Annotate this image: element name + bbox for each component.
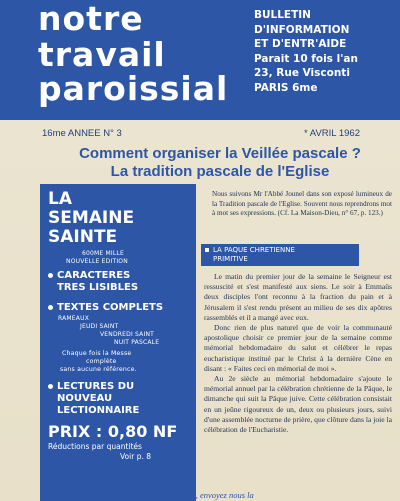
bulletin-line: PARIS 6me (254, 81, 318, 94)
article-intro: Nous suivons Mr l'Abbé Jounel dans son exposé lumineux de la Tradition pascale de l'Eglise. Souvent nous reprendrons mot à mot ses expressions. (Cf. La Maison-Dieu, n° 67, p. 123.) (212, 190, 392, 217)
price: PRIX : 0,80 NF (48, 422, 178, 441)
bulletin-line: 23, Rue Visconti (254, 67, 350, 79)
masthead-title-line2: travail (38, 35, 166, 74)
bulletin-line: BULLETIN (254, 9, 311, 21)
section-heading-line2: PRIMITIVE (213, 255, 248, 263)
mass-note: Chaque fois la Messe (62, 350, 132, 357)
feature-bullet (48, 270, 130, 282)
bulletin-line: Parait 10 fois l'an (254, 52, 358, 65)
bullet-icon (48, 305, 53, 310)
article-paragraph: Le matin du premier jour de la semaine le Seigneur est ressuscité et s'est manifesté aux siens. Le soir à Emmaüs deux disciples l'ont reconnu à la fraction du pain et à Jérusalem il s'est rendu présent au milieu de ses dix apôtres rassemblés et il a mangé avec eux. (204, 272, 392, 322)
texts-sub: RAMEAUX (58, 315, 90, 322)
feature-text: LECTIONNAIRE (57, 405, 140, 416)
issue-date: * AVRIL 1962 (304, 128, 360, 139)
section-heading (201, 244, 359, 266)
discount-note: Réductions par quantités (48, 442, 142, 451)
bulletin-line: D'INFORMATION (254, 23, 350, 36)
headline-line1: Comment organiser la Veillée pascale ? (79, 145, 361, 162)
feature-text: NOUVEAU (57, 393, 113, 404)
article-paragraph: Donc rien de plus naturel que de voir la communauté apostolique choisir ce premier jour de la semaine comme mémorial hebdomadaire du salut et célébrer le repas eucharistique institué par le Christ à la dernière Cène en disant : « Faites ceci en mémorial de moi ». (204, 323, 392, 373)
masthead-title-line1: notre (38, 0, 144, 38)
feature-bullet (48, 302, 163, 314)
square-icon (205, 248, 209, 252)
mass-note: complète (86, 358, 117, 365)
feature-text: CARACTERES (57, 270, 131, 281)
bulletin-line: ET D'ENTR'AIDE (254, 38, 347, 50)
article-paragraph: Au 2e siècle au mémorial hebdomadaire s'ajoute le mémorial annuel par la célébration chrétienne de la Pâque, le dimanche qui suit la Pâque juive. Cette célébration consistait en un jeûne rigoureux de un, deux ou plusieurs jours, suivi d'une assemblée nocturne de prière, que clôture dans la joie la célébration de l'Eucharistie. (204, 374, 392, 435)
edition-note: 600ME MILLE (82, 250, 124, 257)
sidebar-title: LA (48, 189, 72, 209)
sidebar-title: SAINTE (48, 227, 118, 247)
masthead (0, 0, 400, 120)
mass-note: sans aucune référence. (60, 366, 137, 373)
edition-note: NOUVELLE EDITION (66, 258, 128, 265)
sidebar-title: SEMAINE (48, 208, 135, 228)
article-body (204, 272, 392, 435)
section-heading-line1: LA PAQUE CHRETIENNE (213, 246, 295, 254)
footer-note: Si votre libraire n'a pas ce que vous désirez, envoyez nous la (48, 490, 254, 500)
texts-sub: JEUDI SAINT (80, 323, 119, 330)
bullet-icon (48, 273, 53, 278)
headline-line2: La tradition pascale de l'Eglise (110, 163, 330, 180)
texts-sub: VENDREDI SAINT (100, 331, 155, 338)
feature-text: LECTURES DU (57, 381, 135, 392)
feature-text: TRES LISIBLES (57, 282, 139, 293)
feature-bullet (48, 381, 134, 393)
texts-sub: NUIT PASCALE (114, 339, 160, 346)
bullet-icon (48, 384, 53, 389)
feature-text: TEXTES COMPLETS (57, 302, 164, 313)
advert-sidebar (40, 184, 196, 501)
issue-number: 16me ANNEE N° 3 (42, 128, 122, 139)
bulletin-info (254, 8, 400, 95)
masthead-title-line3: paroissial (38, 69, 229, 108)
see-page-link: Voir p. 8 (120, 452, 151, 461)
